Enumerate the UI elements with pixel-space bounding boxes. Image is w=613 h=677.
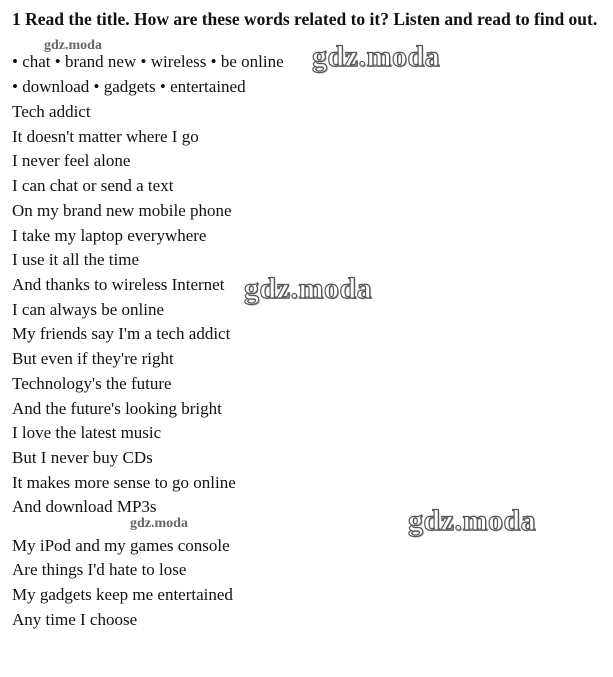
- word-list-line-1: • chat • brand new • wireless • be online: [12, 52, 284, 71]
- poem-title: Tech addict: [12, 102, 91, 121]
- poem-line: My gadgets keep me entertained: [12, 585, 233, 604]
- poem-line: On my brand new mobile phone: [12, 201, 232, 220]
- watermark-small: gdz.moda: [44, 38, 102, 53]
- poem-line: And download MP3s: [12, 497, 157, 516]
- poem-line: It makes more sense to go online: [12, 473, 236, 492]
- poem-line: And thanks to wireless Internet: [12, 275, 225, 294]
- poem-line: I take my laptop everywhere: [12, 226, 207, 245]
- poem-line: I can chat or send a text: [12, 176, 174, 195]
- poem-line: I can always be online: [12, 300, 164, 319]
- poem-line: My iPod and my games console: [12, 536, 230, 555]
- watermark-small: gdz.moda: [130, 516, 188, 531]
- poem-line: My friends say I'm a tech addict: [12, 324, 231, 343]
- poem-line: And the future's looking bright: [12, 399, 222, 418]
- task-instruction: 1 Read the title. How are these words related to it? Listen and read to find out.: [12, 9, 598, 29]
- poem-line: Any time I choose: [12, 610, 138, 629]
- watermark-large: gdz.moda: [312, 40, 441, 73]
- watermark-large: gdz.moda: [244, 272, 373, 305]
- poem-line: I use it all the time: [12, 250, 139, 269]
- poem-line: But even if they're right: [12, 349, 174, 368]
- word-list-line-2: • download • gadgets • entertained: [12, 77, 246, 96]
- poem-line: It doesn't matter where I go: [12, 127, 199, 146]
- watermark-large: gdz.moda: [408, 504, 537, 537]
- poem-line: Are things I'd hate to lose: [12, 560, 187, 579]
- poem-line: Technology's the future: [12, 374, 172, 393]
- poem-line: I love the latest music: [12, 423, 162, 442]
- poem-line: I never feel alone: [12, 151, 131, 170]
- poem-line: But I never buy CDs: [12, 448, 153, 467]
